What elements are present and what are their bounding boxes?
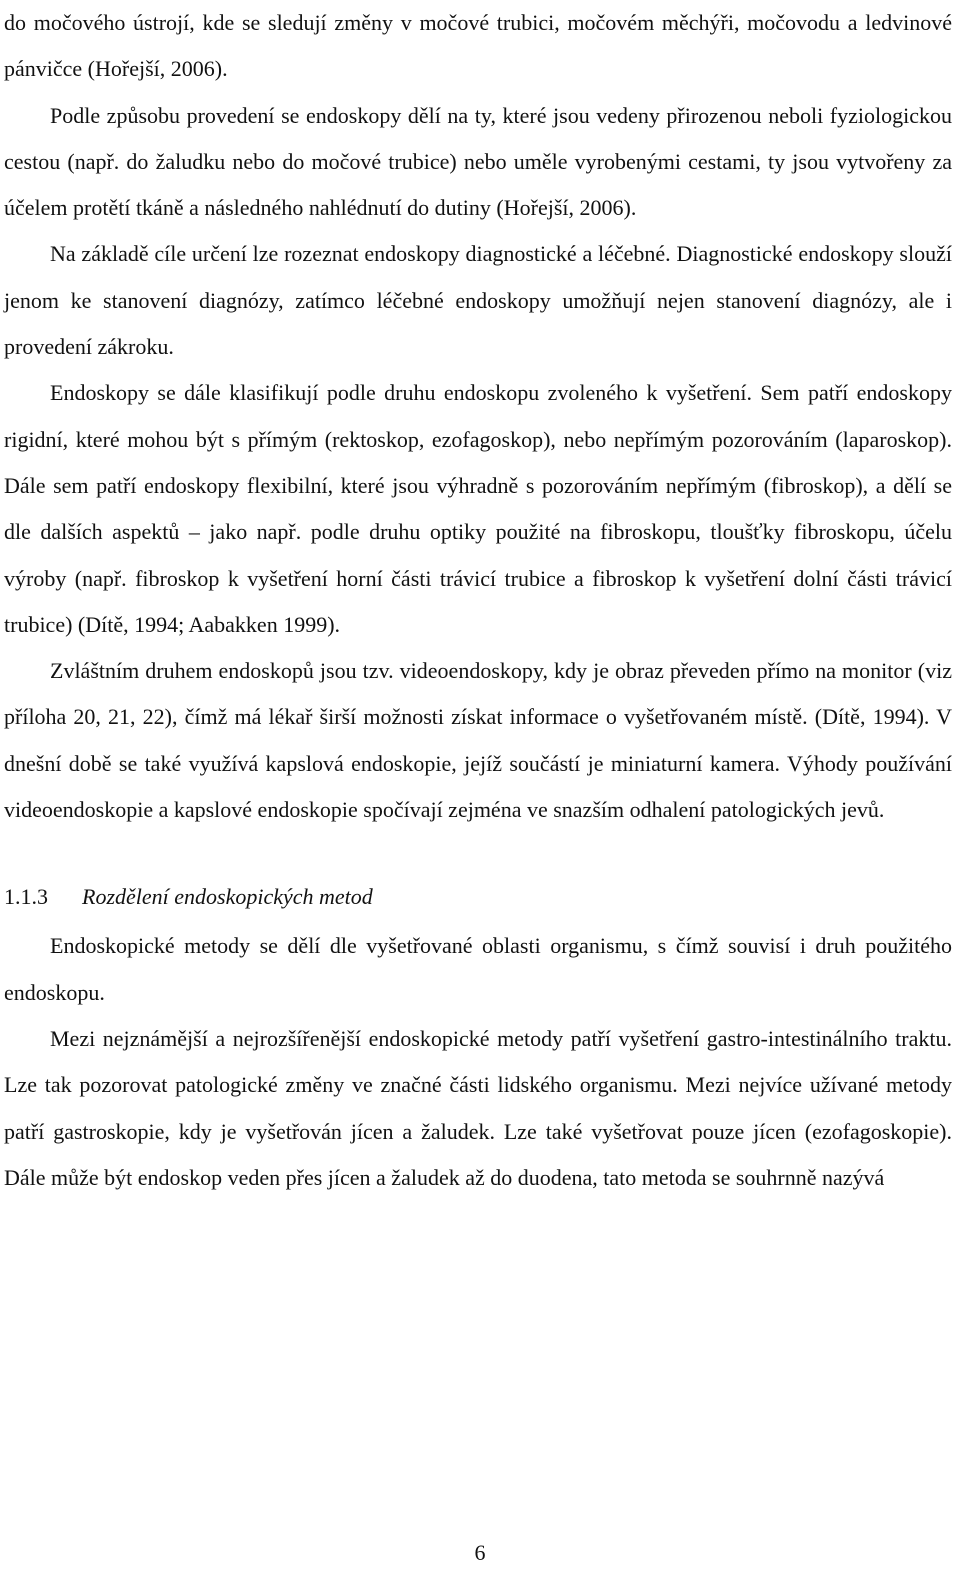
paragraph-methods-intro: Endoskopické metody se dělí dle vyšetřované oblasti organismu, s čímž souvisí i druh použitého endoskopu. bbox=[4, 933, 952, 1005]
page-number: 6 bbox=[474, 1540, 486, 1565]
section-title: Rozdělení endoskopických metod bbox=[82, 884, 373, 910]
paragraph-diagnostic-therapeutic: Na základě cíle určení lze rozeznat endoskopy diagnostické a léčebné. Diagnostické endoskopy slouží jenom ke stanovení diagnózy, zatímco léčebné endoskopy umožňují nejen stanovení diagnózy, ale i provedení zákroku. bbox=[4, 241, 952, 360]
paragraph-endoscope-routes: Podle způsobu provedení se endoskopy dělí na ty, které jsou vedeny přirozenou neboli fyziologickou cestou (např. do žaludku nebo do močové trubice) nebo uměle vyrobenými cestami, ty jsou vytvořeny za účelem protětí tkáně a následného nahlédnutí do dutiny (Hořejší, 2006). bbox=[4, 102, 952, 221]
paragraph-continuation: do močového ústrojí, kde se sledují změny v močové trubici, močovém měchýři, močovodu a ledvinové pánvičce (Hořejší, 2006). bbox=[4, 10, 952, 82]
section-heading bbox=[4, 877, 952, 917]
paragraph-gastro-methods: Mezi nejznámější a nejrozšířenější endoskopické metody patří vyšetření gastro-intestinálního traktu. Lze tak pozorovat patologické změny ve značné části lidského organismu. Mezi nejvíce užívané metody patří gastroskopie, kdy je vyšetřován jícen a žaludek. Lze také vyšetřovat pouze jícen (ezofagoskopie). Dále může být endoskop veden přes jícen a žaludek až do duodena, tato metoda se souhrnně nazývá bbox=[4, 1025, 952, 1190]
paragraph-endoscope-types: Endoskopy se dále klasifikují podle druhu endoskopu zvoleného k vyšetření. Sem patří endoskopy rigidní, které mohou být s přímým (rektoskop, ezofagoskop), nebo nepřímým pozorováním (laparoskop). Dále sem patří endoskopy flexibilní, které jsou výhradně s pozorováním nepřímým (fibroskop), a dělí se dle dalších aspektů – jako např. podle druhu optiky použité na fibroskopu, tloušťky fibroskopu, účelu výroby (např. fibroskop k vyšetření horní části trávicí trubice a fibroskop k vyšetření dolní části trávicí trubice) (Dítě, 1994; Aabakken 1999). bbox=[4, 380, 952, 637]
section-number: 1.1.3 bbox=[4, 884, 48, 910]
document-page bbox=[4, 0, 952, 1201]
paragraph-videoendoscopy: Zvláštním druhem endoskopů jsou tzv. videoendoskopy, kdy je obraz převeden přímo na monitor (viz příloha 20, 21, 22), čímž má lékař širší možnosti získat informace o vyšetřovaném místě. (Dítě, 1994). V dnešní době se také využívá kapslová endoskopie, jejíž součástí je miniaturní kamera. Výhody používání videoendoskopie a kapslové endoskopie spočívají zejména ve snazším odhalení patologických jevů. bbox=[4, 658, 952, 823]
